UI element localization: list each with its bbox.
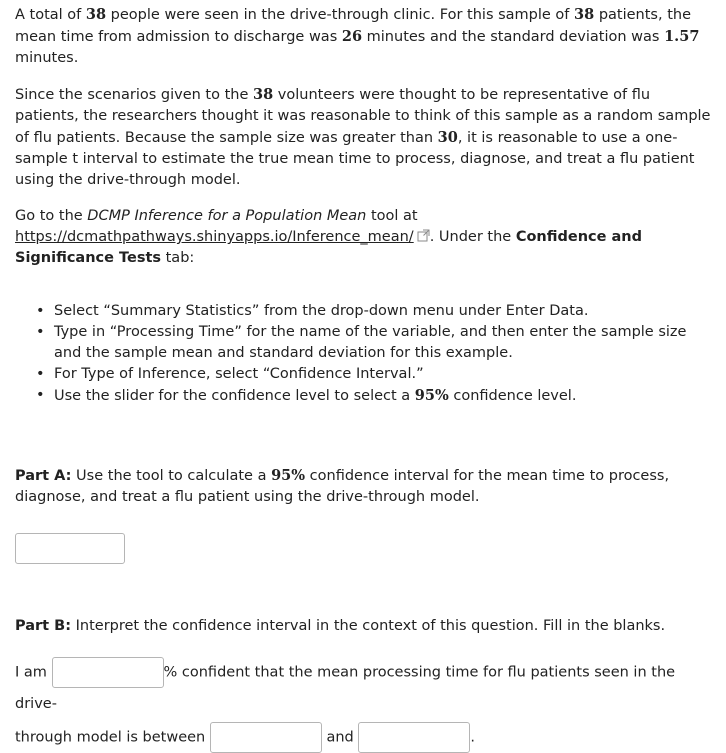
text: .: [470, 729, 475, 745]
text: % confident that the mean processing time for flu patients seen in the drive-: [15, 665, 675, 712]
math-value: 95%: [415, 387, 449, 404]
question-content: [15, 4, 717, 753]
text: Interpret the confidence interval in the context of this question. Fill in the blanks.: [71, 618, 665, 634]
bullet-icon: •: [36, 385, 45, 406]
fill-in-sentence: [15, 657, 717, 720]
text: Go to the: [15, 208, 87, 224]
upper-bound-input[interactable]: [358, 722, 470, 753]
part-a-question: [15, 465, 717, 508]
tab-name: Confidence and Significance Tests: [15, 229, 642, 266]
tool-link[interactable]: https://dcmathpathways.shinyapps.io/Inference_mean/: [15, 229, 414, 245]
confidence-level-input[interactable]: [52, 657, 164, 688]
text: Since the scenarios given to the: [15, 87, 253, 103]
part-a-answer-input[interactable]: [15, 533, 125, 564]
tool-instructions: [15, 206, 717, 269]
text: people were seen in the drive-through clinic. For this sample of: [106, 7, 574, 23]
text: volunteers were thought to be representative of flu patients, the researchers thought it was reasonable to think of this sample as a random sample of flu patients. Because the sample size was greater than: [15, 87, 710, 146]
external-link-icon[interactable]: [417, 228, 430, 241]
list-item: [54, 385, 717, 407]
text: tool at: [366, 208, 417, 224]
text: and: [322, 729, 359, 745]
list-item: [54, 301, 717, 322]
fill-in-sentence-continued: [15, 722, 717, 753]
list-item: [54, 364, 717, 385]
list-item: [54, 322, 717, 364]
math-value: 26: [342, 28, 362, 45]
tool-name: DCMP Inference for a Population Mean: [87, 208, 366, 224]
text: patients, the mean time from admission to discharge was: [15, 7, 691, 45]
bullet-icon: •: [36, 322, 45, 343]
context-paragraph: [15, 84, 717, 191]
lower-bound-input[interactable]: [210, 722, 322, 753]
text: Use the tool to calculate a: [71, 468, 271, 484]
intro-paragraph: [15, 4, 717, 69]
text: , it is reasonable to use a one-sample t interval to estimate the true mean time to process, diagnose, and treat a flu patient using the drive-through model.: [15, 130, 695, 188]
text: A total of: [15, 7, 86, 23]
text: For Type of Inference, select “Confidence Interval.”: [54, 366, 424, 382]
text: minutes.: [15, 50, 78, 66]
part-b-question: [15, 616, 717, 637]
bullet-icon: •: [36, 364, 45, 385]
text: Use the slider for the confidence level to select a: [54, 388, 415, 404]
text: Select “Summary Statistics” from the drop-down menu under Enter Data.: [54, 303, 588, 319]
math-value: 38: [574, 6, 594, 23]
text: minutes and the standard deviation was: [362, 29, 664, 45]
math-value: 30: [438, 129, 458, 146]
math-value: 38: [253, 86, 273, 103]
text: confidence interval for the mean time to process, diagnose, and treat a flu patient using the drive-through model.: [15, 468, 669, 505]
text: through model is between: [15, 729, 210, 745]
math-value: 38: [86, 6, 106, 23]
text: Type in “Processing Time” for the name of the variable, and then enter the sample size and the sample mean and standard deviation for this example.: [54, 324, 686, 361]
bullet-icon: •: [36, 301, 45, 322]
part-label: Part A:: [15, 468, 71, 484]
text: . Under the: [430, 229, 516, 245]
math-value: 1.57: [664, 28, 699, 45]
math-value: 95%: [271, 467, 305, 484]
text: I am: [15, 665, 52, 681]
steps-list: [15, 301, 717, 407]
part-label: Part B:: [15, 618, 71, 634]
text: tab:: [161, 250, 194, 266]
text: confidence level.: [449, 388, 577, 404]
